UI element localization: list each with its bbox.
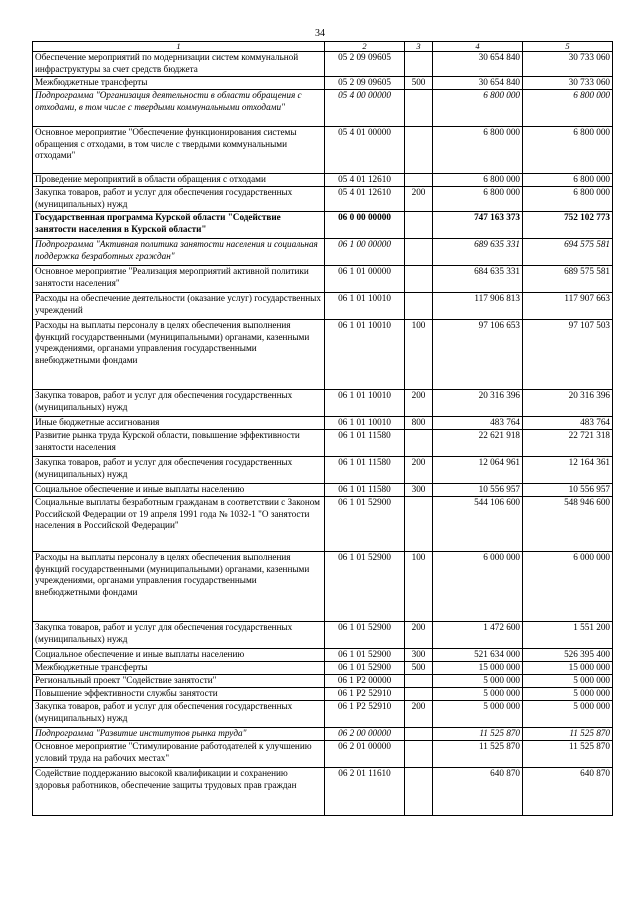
table-row: [33, 266, 613, 293]
table-row: [33, 622, 613, 649]
table-row: [33, 430, 613, 457]
row-expense-type: 200: [405, 457, 433, 484]
row-code: 05 4 01 12610: [325, 174, 405, 187]
row-code: 06 1 00 00000: [325, 239, 405, 266]
row-code: 06 1 01 10010: [325, 390, 405, 417]
table-row: [33, 239, 613, 266]
row-value-year2: 30 733 060: [523, 52, 613, 77]
row-value-year1: 684 635 331: [433, 266, 523, 293]
row-value-year2: 22 721 318: [523, 430, 613, 457]
row-value-year2: 526 395 400: [523, 649, 613, 662]
row-code: 06 1 01 10010: [325, 293, 405, 320]
row-value-year1: 6 000 000: [433, 552, 523, 622]
row-value-year2: 5 000 000: [523, 688, 613, 701]
row-name: Подпрограмма "Развитие институтов рынка труда": [33, 728, 325, 741]
header-cell: 2: [325, 42, 405, 52]
row-name: Повышение эффективности службы занятости: [33, 688, 325, 701]
table-row: [33, 688, 613, 701]
row-expense-type: [405, 741, 433, 768]
row-name: Проведение мероприятий в области обращения с отходами: [33, 174, 325, 187]
row-name: Расходы на выплаты персоналу в целях обеспечения выполнения функций государственными (муниципальными) органами, казенными учреждениями, органами управления государственными внебюджетными фондами: [33, 320, 325, 390]
table-row: [33, 293, 613, 320]
table-row: [33, 675, 613, 688]
row-value-year1: 97 106 653: [433, 320, 523, 390]
row-code: 06 1 01 52900: [325, 497, 405, 552]
table-row: [33, 417, 613, 430]
row-expense-type: [405, 293, 433, 320]
row-expense-type: 200: [405, 701, 433, 728]
row-value-year2: 548 946 600: [523, 497, 613, 552]
row-name: Расходы на обеспечение деятельности (оказание услуг) государственных учреждений: [33, 293, 325, 320]
row-code: 05 2 09 09605: [325, 52, 405, 77]
budget-table: [32, 41, 613, 816]
row-name: Региональный проект "Содействие занятости": [33, 675, 325, 688]
row-value-year1: 483 764: [433, 417, 523, 430]
row-value-year1: 30 654 840: [433, 52, 523, 77]
row-code: 06 1 P2 52910: [325, 688, 405, 701]
row-value-year1: 689 635 331: [433, 239, 523, 266]
row-value-year1: 5 000 000: [433, 688, 523, 701]
row-code: 06 1 P2 00000: [325, 675, 405, 688]
row-value-year1: 5 000 000: [433, 701, 523, 728]
row-name: Основное мероприятие "Стимулирование работодателей к улучшению условий труда на рабочих местах": [33, 741, 325, 768]
row-name: Развитие рынка труда Курской области, повышение эффективности занятости населения: [33, 430, 325, 457]
table-row: [33, 320, 613, 390]
row-name: Расходы на выплаты персоналу в целях обеспечения выполнения функций государственными (муниципальными) органами, казенными учреждениями, органами управления государственными внебюджетными фондами: [33, 552, 325, 622]
row-code: 06 1 01 11580: [325, 457, 405, 484]
row-value-year1: 20 316 396: [433, 390, 523, 417]
row-code: 06 1 P2 52910: [325, 701, 405, 728]
row-value-year1: 1 472 600: [433, 622, 523, 649]
row-value-year1: 12 064 961: [433, 457, 523, 484]
row-value-year2: 689 575 581: [523, 266, 613, 293]
row-name: Межбюджетные трансферты: [33, 77, 325, 90]
row-value-year2: 20 316 396: [523, 390, 613, 417]
row-value-year2: 11 525 870: [523, 741, 613, 768]
row-code: 06 2 01 11610: [325, 768, 405, 816]
row-value-year2: 11 525 870: [523, 728, 613, 741]
row-code: 06 1 01 10010: [325, 417, 405, 430]
header-cell: 4: [433, 42, 523, 52]
row-value-year1: 6 800 000: [433, 90, 523, 127]
row-name: Иные бюджетные ассигнования: [33, 417, 325, 430]
row-expense-type: [405, 212, 433, 239]
row-code: 06 1 01 52900: [325, 552, 405, 622]
row-expense-type: [405, 52, 433, 77]
row-name: Государственная программа Курской области "Содействие занятости населения в Курской области": [33, 212, 325, 239]
row-name: Социальное обеспечение и иные выплаты населению: [33, 484, 325, 497]
row-value-year2: 752 102 773: [523, 212, 613, 239]
table-row: [33, 127, 613, 174]
header-cell: 1: [33, 42, 325, 52]
row-value-year1: 22 621 918: [433, 430, 523, 457]
row-expense-type: 200: [405, 622, 433, 649]
table-row: [33, 484, 613, 497]
table-row: [33, 187, 613, 212]
row-value-year1: 6 800 000: [433, 187, 523, 212]
row-value-year1: 6 800 000: [433, 127, 523, 174]
table-row: [33, 552, 613, 622]
row-expense-type: [405, 688, 433, 701]
row-name: Подпрограмма "Активная политика занятости населения и социальная поддержка безработных граждан": [33, 239, 325, 266]
row-code: 06 0 00 00000: [325, 212, 405, 239]
row-name: Социальное обеспечение и иные выплаты населению: [33, 649, 325, 662]
row-value-year1: 521 634 000: [433, 649, 523, 662]
row-expense-type: 500: [405, 77, 433, 90]
table-row: [33, 662, 613, 675]
table-row: [33, 390, 613, 417]
row-value-year1: 747 163 373: [433, 212, 523, 239]
header-cell: 3: [405, 42, 433, 52]
row-value-year2: 12 164 361: [523, 457, 613, 484]
table-row: [33, 77, 613, 90]
table-row: [33, 701, 613, 728]
row-value-year1: 6 800 000: [433, 174, 523, 187]
row-expense-type: [405, 675, 433, 688]
row-code: 05 4 01 12610: [325, 187, 405, 212]
row-value-year2: 6 800 000: [523, 174, 613, 187]
row-code: 05 4 01 00000: [325, 127, 405, 174]
row-value-year2: 5 000 000: [523, 675, 613, 688]
row-code: 06 1 01 11580: [325, 484, 405, 497]
row-expense-type: 300: [405, 484, 433, 497]
row-value-year2: 1 551 200: [523, 622, 613, 649]
row-value-year2: 694 575 581: [523, 239, 613, 266]
row-code: 06 1 01 52900: [325, 662, 405, 675]
table-row: [33, 457, 613, 484]
row-name: Закупка товаров, работ и услуг для обеспечения государственных (муниципальных) нужд: [33, 701, 325, 728]
row-value-year2: 640 870: [523, 768, 613, 816]
row-value-year2: 483 764: [523, 417, 613, 430]
row-code: 06 1 01 11580: [325, 430, 405, 457]
row-name: Социальные выплаты безработным гражданам в соответствии с Законом Российской Федерации от 19 апреля 1991 года № 1032-1 "О занятости населения в Российской Федерации": [33, 497, 325, 552]
row-expense-type: [405, 90, 433, 127]
table-row: [33, 497, 613, 552]
row-name: Межбюджетные трансферты: [33, 662, 325, 675]
row-value-year2: 30 733 060: [523, 77, 613, 90]
row-expense-type: [405, 768, 433, 816]
row-expense-type: 800: [405, 417, 433, 430]
row-code: 06 1 01 52900: [325, 649, 405, 662]
row-name: Содействие поддержанию высокой квалификации и сохранению здоровья работников, обеспечение защиты трудовых прав граждан: [33, 768, 325, 816]
row-value-year2: 15 000 000: [523, 662, 613, 675]
row-value-year1: 544 106 600: [433, 497, 523, 552]
row-code: 06 1 01 52900: [325, 622, 405, 649]
row-code: 06 1 01 10010: [325, 320, 405, 390]
row-name: Закупка товаров, работ и услуг для обеспечения государственных (муниципальных) нужд: [33, 457, 325, 484]
row-expense-type: [405, 728, 433, 741]
row-value-year1: 5 000 000: [433, 675, 523, 688]
row-name: Закупка товаров, работ и услуг для обеспечения государственных (муниципальных) нужд: [33, 390, 325, 417]
row-value-year1: 117 906 813: [433, 293, 523, 320]
row-code: 06 2 00 00000: [325, 728, 405, 741]
row-expense-type: 500: [405, 662, 433, 675]
table-row: [33, 728, 613, 741]
row-value-year2: 6 800 000: [523, 187, 613, 212]
row-name: Обеспечение мероприятий по модернизации систем коммунальной инфраструктуры за счет средств бюджета: [33, 52, 325, 77]
row-value-year2: 5 000 000: [523, 701, 613, 728]
table-row: [33, 90, 613, 127]
table-row: [33, 212, 613, 239]
table-row: [33, 649, 613, 662]
page-number: 34: [315, 28, 325, 39]
row-value-year1: 11 525 870: [433, 741, 523, 768]
table-row: [33, 52, 613, 77]
row-value-year2: 10 556 957: [523, 484, 613, 497]
row-value-year1: 10 556 957: [433, 484, 523, 497]
row-expense-type: [405, 430, 433, 457]
table-row: [33, 174, 613, 187]
row-expense-type: 100: [405, 552, 433, 622]
row-value-year2: 6 800 000: [523, 90, 613, 127]
row-expense-type: [405, 266, 433, 293]
row-name: Закупка товаров, работ и услуг для обеспечения государственных (муниципальных) нужд: [33, 187, 325, 212]
row-value-year1: 640 870: [433, 768, 523, 816]
row-value-year1: 30 654 840: [433, 77, 523, 90]
row-name: Подпрограмма "Организация деятельности в области обращения с отходами, в том числе с твердыми коммунальными отходами": [33, 90, 325, 127]
row-name: Закупка товаров, работ и услуг для обеспечения государственных (муниципальных) нужд: [33, 622, 325, 649]
table-row: [33, 741, 613, 768]
row-expense-type: 100: [405, 320, 433, 390]
row-code: 05 2 09 09605: [325, 77, 405, 90]
row-expense-type: 200: [405, 390, 433, 417]
row-value-year2: 97 107 503: [523, 320, 613, 390]
row-code: 05 4 00 00000: [325, 90, 405, 127]
row-expense-type: [405, 239, 433, 266]
table-row: [33, 768, 613, 816]
column-number-row: [33, 42, 613, 52]
row-name: Основное мероприятие "Обеспечение функционирования системы обращения с отходами, в том числе с твердыми коммунальными отходами": [33, 127, 325, 174]
row-value-year1: 15 000 000: [433, 662, 523, 675]
header-cell: 5: [523, 42, 613, 52]
row-expense-type: 300: [405, 649, 433, 662]
row-expense-type: [405, 127, 433, 174]
row-code: 06 1 01 00000: [325, 266, 405, 293]
row-value-year2: 6 000 000: [523, 552, 613, 622]
row-expense-type: 200: [405, 187, 433, 212]
row-name: Основное мероприятие "Реализация мероприятий активной политики занятости населения": [33, 266, 325, 293]
row-expense-type: [405, 174, 433, 187]
row-value-year2: 117 907 663: [523, 293, 613, 320]
row-value-year2: 6 800 000: [523, 127, 613, 174]
row-expense-type: [405, 497, 433, 552]
row-code: 06 2 01 00000: [325, 741, 405, 768]
row-value-year1: 11 525 870: [433, 728, 523, 741]
